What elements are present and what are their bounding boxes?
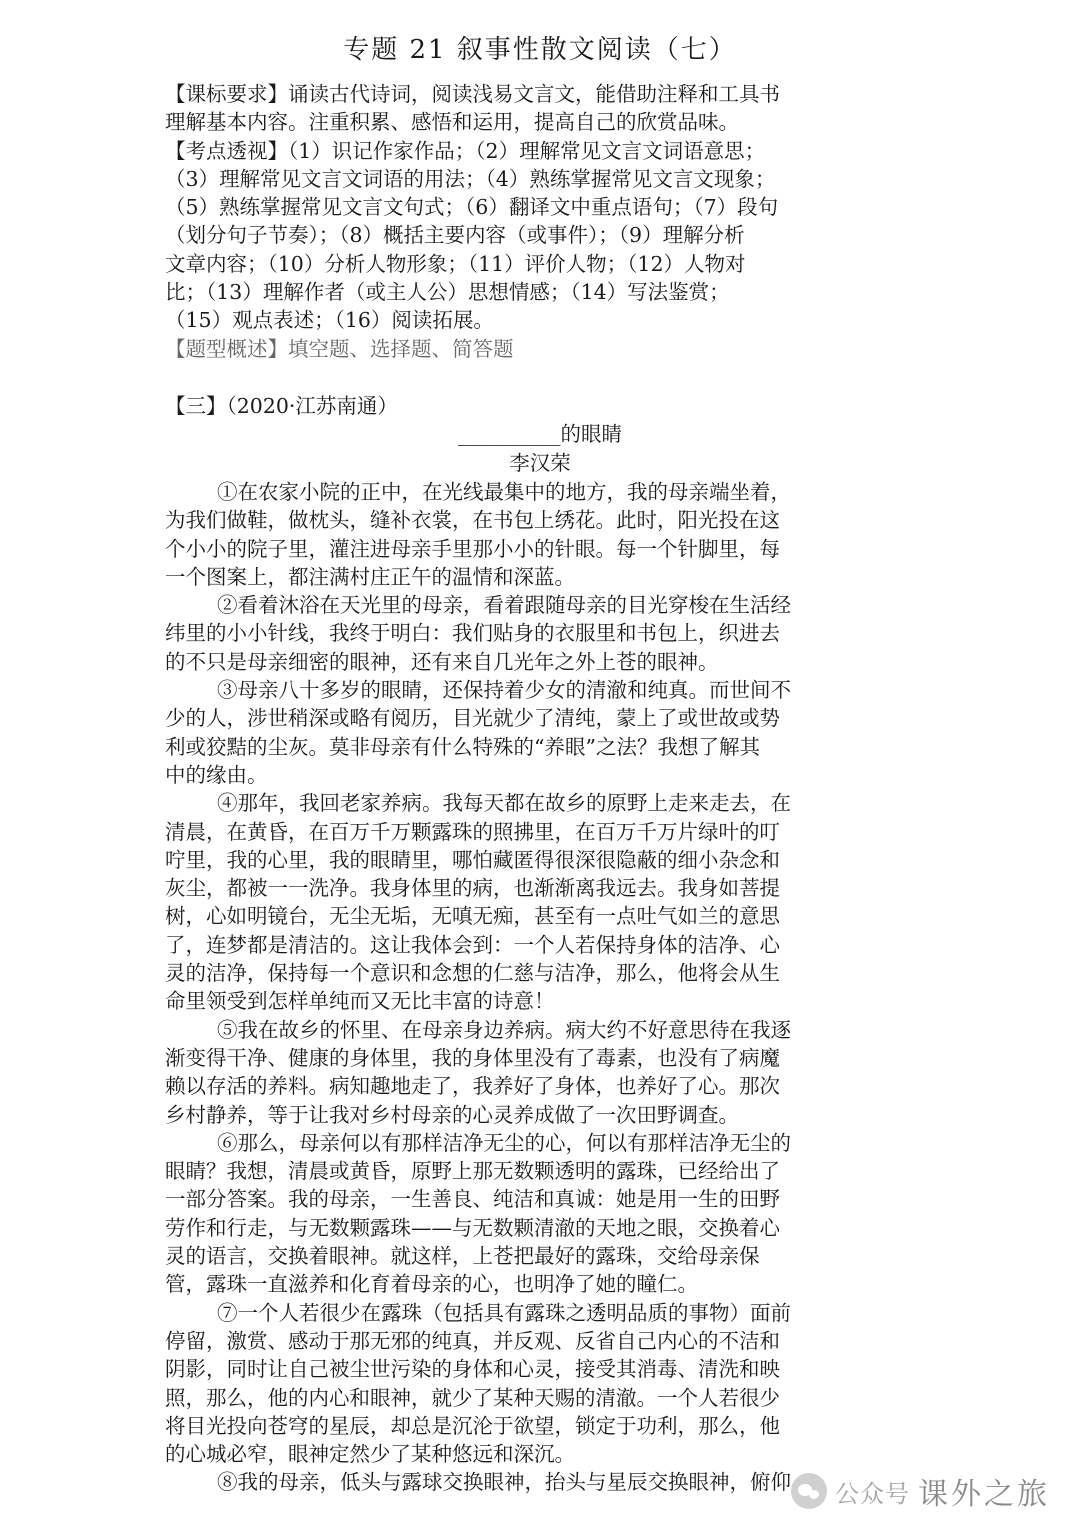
text-line: 照，那么，他的内心和眼神，就少了某种天赐的清澈。一个人若很少	[165, 1385, 780, 1410]
watermark-source: 公众号	[835, 1479, 910, 1508]
text-line: 中的缘由。	[165, 762, 268, 787]
text-line: 清晨，在黄昏，在百万千万颗露珠的照拂里，在百万千万片绿叶的叮	[165, 819, 780, 844]
text-line: 赖以存活的养料。病知趣地走了，我养好了身体，也养好了心。那次	[165, 1074, 780, 1099]
intro-line: （5）熟练掌握常见文言文句式；（6）翻译文中重点语句；（7）段句	[165, 195, 779, 220]
text-line: 劳作和行走，与无数颗露珠——与无数颗清澈的天地之眼，交换着心	[165, 1215, 780, 1240]
text-line: 眼睛？我想，清晨或黄昏，原野上那无数颗透明的露珠，已经给出了	[165, 1159, 780, 1184]
text-line: 灰尘，都被一一洗净。我身体里的病，也渐渐离我远去。我身如菩提	[165, 876, 780, 901]
text-line: 渐变得干净、健康的身体里，我的身体里没有了毒素，也没有了病魔	[165, 1045, 780, 1070]
requirements-block	[165, 80, 915, 363]
essay-title: __________的眼睛	[458, 422, 622, 447]
intro-line: 【考点透视】（1）识记作家作品；（2）理解常见文言文词语意思；	[165, 138, 766, 163]
text-line: 灵的语言，交换着眼神。就这样，上苍把最好的露珠，交给母亲保	[165, 1244, 760, 1269]
intro-line: 比；（13）理解作者（或主人公）思想情感；（14）写法鉴赏；	[165, 280, 730, 305]
text-line: 一部分答案。我的母亲，一生善良、纯洁和真诚：她是用一生的田野	[165, 1187, 780, 1212]
text-line: ③母亲八十多岁的眼睛，还保持着少女的清澈和纯真。而世间不	[217, 678, 791, 703]
text-line: 利或狡黠的尘灰。莫非母亲有什么特殊的“养眼”之法？我想了解其	[165, 734, 760, 759]
text-line: 将目光投向苍穹的星辰，却总是沉沦于欲望，锁定于功利，那么，他	[165, 1413, 780, 1438]
text-line: 命里领受到怎样单纯而又无比丰富的诗意！	[165, 989, 555, 1014]
intro-line: （3）理解常见文言文词语的用法；（4）熟练掌握常见文言文现象；	[165, 166, 776, 191]
section-label: 【三】（2020·江苏南通）	[165, 394, 398, 418]
text-line: 的心城必窄，眼神定然少了某种悠远和深沉。	[165, 1442, 575, 1467]
text-line: 停留，激赏、感动于那无邪的纯真，并反观、反省自己内心的不洁和	[165, 1328, 780, 1353]
intro-line: 理解基本内容。注重积累、感悟和运用，提高自己的欣赏品味。	[165, 110, 739, 135]
intro-line: （15）观点表述；（16）阅读拓展。	[165, 308, 494, 333]
text-line: ⑤我在故乡的怀里、在母亲身边养病。病大约不好意思待在我逐	[217, 1017, 791, 1042]
watermark-account-name: 课外之旅	[918, 1477, 1050, 1512]
page-title: 专题 21 叙事性散文阅读（七）	[343, 35, 737, 65]
text-line: 咛里，我的心里，我的眼睛里，哪怕藏匿得很深很隐蔽的细小杂念和	[165, 847, 780, 872]
intro-line: 【课标要求】诵读古代诗词，阅读浅易文言文，能借助注释和工具书	[165, 82, 780, 106]
question-type-overview: 【题型概述】填空题、选择题、简答题	[165, 336, 514, 361]
section-header	[165, 392, 915, 477]
text-line: ②看着沐浴在天光里的母亲，看着跟随母亲的目光穿梭在生活经	[217, 593, 791, 618]
text-line: 树，心如明镜台，无尘无垢，无嗔无痴，甚至有一点吐气如兰的意思	[165, 904, 780, 929]
paragraph-6	[165, 1129, 915, 1299]
watermark	[791, 1471, 1050, 1511]
intro-line: 文章内容；（10）分析人物形象；（11）评价人物；（12）人物对	[165, 251, 746, 276]
text-line: ⑦一个人若很少在露珠（包括具有露珠之透明品质的事物）面前	[217, 1300, 791, 1325]
paragraph-4	[165, 789, 915, 1015]
wechat-logo-icon	[791, 1473, 827, 1509]
paragraph-1	[165, 478, 915, 591]
paragraph-2	[165, 591, 915, 676]
text-line: 管，露珠一直滋养和化育着母亲的心，也明净了她的瞳仁。	[165, 1272, 698, 1297]
text-line: 灵的洁净，保持每一个意识和念想的仁慈与洁净，那么，他将会从生	[165, 961, 780, 986]
text-line: ①在农家小院的正中，在光线最集中的地方，我的母亲端坐着，	[217, 480, 791, 504]
paragraph-3	[165, 676, 915, 789]
text-line: ⑧我的母亲，低头与露球交换眼神，抬头与星辰交换眼神，俯仰	[217, 1470, 791, 1495]
text-line: ⑥那么，母亲何以有那样洁净无尘的心，何以有那样洁净无尘的	[217, 1130, 791, 1155]
text-line: 少的人，涉世稍深或略有阅历，目光就少了清纯，蒙上了或世故或势	[165, 706, 780, 731]
paragraph-5	[165, 1016, 915, 1129]
text-line: 个小小的院子里，灌注进母亲手里那小小的针眼。每一个针脚里，每	[165, 536, 780, 561]
essay-body	[165, 478, 915, 1497]
text-line: 阴影，同时让自己被尘世污染的身体和心灵，接受其消毒、清洗和映	[165, 1357, 780, 1382]
paragraph-7	[165, 1299, 915, 1469]
text-line: 的不只是母亲细密的眼神，还有来自几光年之外上苍的眼神。	[165, 649, 719, 674]
text-line: 为我们做鞋，做枕头，缝补衣裳，在书包上绣花。此时，阳光投在这	[165, 508, 780, 533]
text-line: 乡村静养，等于让我对乡村母亲的心灵养成做了一次田野调查。	[165, 1102, 739, 1127]
essay-author: 李汉荣	[509, 450, 571, 475]
text-line: 一个图案上，都注满村庄正午的温情和深蓝。	[165, 564, 575, 589]
intro-line: （划分句子节奏）；（8）概括主要内容（或事件）；（9）理解分析	[165, 223, 745, 248]
text-line: ④那年，我回老家养病。我每天都在故乡的原野上走来走去，在	[217, 791, 791, 816]
text-line: 了，连梦都是清洁的。这让我体会到：一个人若保持身体的洁净、心	[165, 932, 780, 957]
text-line: 纬里的小小针线，我终于明白：我们贴身的衣服里和书包上，织进去	[165, 621, 780, 646]
